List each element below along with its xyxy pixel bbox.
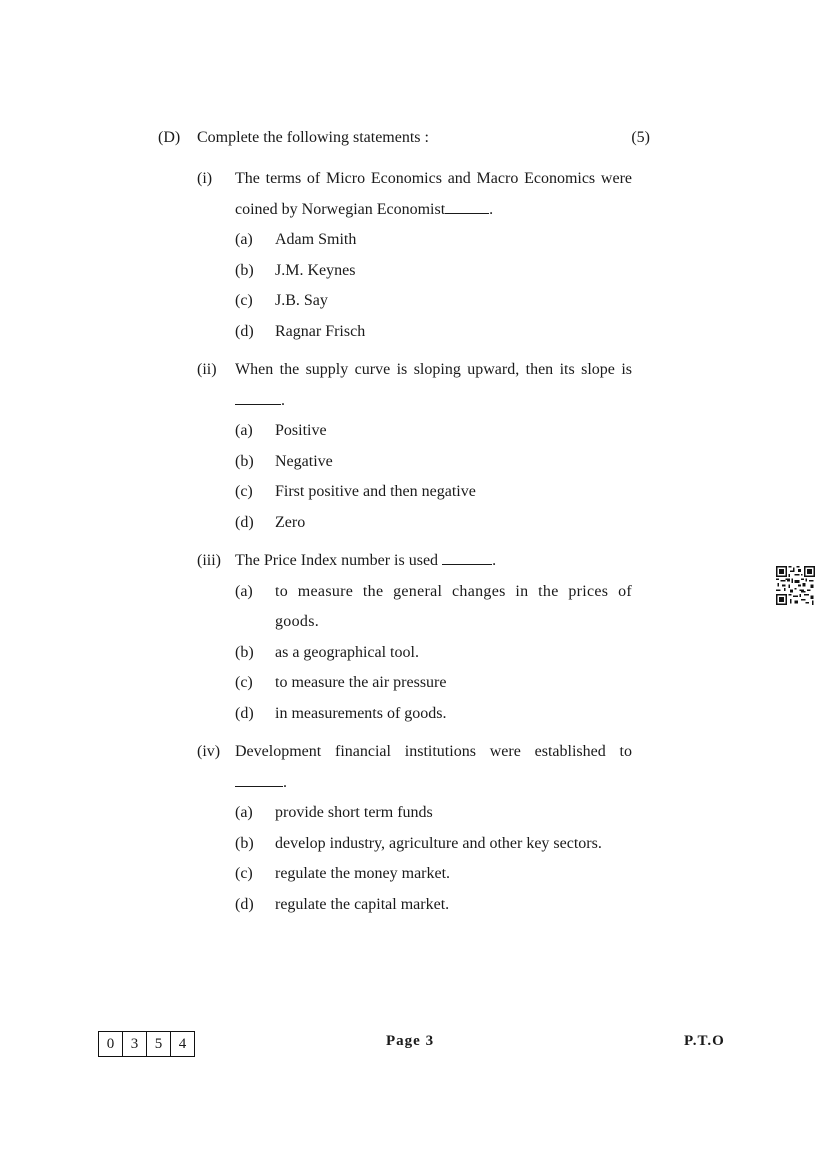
option-label: (b) <box>235 261 254 279</box>
option-text: provide short term funds <box>275 804 433 821</box>
question-number: (i) <box>197 170 213 187</box>
question-ii <box>197 355 632 538</box>
option-label: (d) <box>235 895 254 913</box>
option <box>197 286 632 317</box>
option <box>197 447 632 478</box>
option-label: (d) <box>235 513 254 531</box>
option <box>197 638 632 669</box>
option-text: First positive and then negative <box>275 483 476 500</box>
section-marks: (5) <box>631 129 650 146</box>
option <box>197 416 632 447</box>
option <box>197 798 632 829</box>
code-digit: 0 <box>99 1032 123 1056</box>
question-number: (iii) <box>197 552 221 569</box>
option-label: (c) <box>235 292 253 309</box>
option-text: Adam Smith <box>275 231 357 248</box>
option-text: Positive <box>275 422 327 439</box>
option <box>197 859 632 890</box>
question-text: When the supply curve is sloping upward, then its slope is . <box>235 361 632 409</box>
code-digit: 3 <box>123 1032 147 1056</box>
option-text: in measurements of goods. <box>275 704 447 722</box>
option-text: Negative <box>275 452 333 470</box>
option-text: develop industry, agriculture and other key sectors. <box>275 834 602 852</box>
option-text: to measure the air pressure <box>275 674 447 691</box>
answer-blank <box>235 390 281 405</box>
option-label: (c) <box>235 865 253 882</box>
option-text: to measure the general changes in the prices of goods. <box>275 582 632 630</box>
option-label: (b) <box>235 643 254 661</box>
answer-blank <box>442 550 492 565</box>
option-text: J.M. Keynes <box>275 261 356 279</box>
option <box>197 508 632 539</box>
option <box>197 477 632 508</box>
option <box>197 829 632 860</box>
question-text: The Price Index number is used . <box>235 552 497 569</box>
option-label: (a) <box>235 582 253 600</box>
option-text: Ragnar Frisch <box>275 322 366 340</box>
question-i <box>197 164 632 347</box>
page-number: Page 3 <box>386 1033 435 1049</box>
option-label: (b) <box>235 834 254 852</box>
option <box>197 668 632 699</box>
option-label: (a) <box>235 804 253 821</box>
question-iv <box>197 737 632 920</box>
option <box>197 256 632 287</box>
answer-blank <box>445 199 489 214</box>
option-text: regulate the capital market. <box>275 895 450 913</box>
option-label: (d) <box>235 322 254 340</box>
section-label: (D) <box>158 129 181 146</box>
question-number: (iv) <box>197 743 221 760</box>
option-label: (a) <box>235 422 253 439</box>
option-text: as a geographical tool. <box>275 643 419 661</box>
option <box>197 699 632 730</box>
pto-label: P.T.O <box>684 1033 725 1049</box>
question-text: The terms of Micro Economics and Macro Economics were coined by Norwegian Economist . <box>235 170 632 218</box>
question-text: Development financial institutions were established to . <box>235 743 632 791</box>
paper-code-box <box>98 1031 195 1057</box>
option-label: (c) <box>235 674 253 691</box>
option-text: regulate the money market. <box>275 865 451 882</box>
code-digit: 5 <box>147 1032 171 1056</box>
option <box>197 577 632 638</box>
option <box>197 317 632 348</box>
qr-code-icon <box>776 566 815 605</box>
option-label: (a) <box>235 231 253 248</box>
section-header <box>158 129 650 153</box>
question-iii <box>197 546 632 729</box>
option <box>197 225 632 256</box>
answer-blank <box>235 772 283 787</box>
option-label: (c) <box>235 483 253 500</box>
option-text: J.B. Say <box>275 292 328 309</box>
question-number: (ii) <box>197 361 217 378</box>
section-title: Complete the following statements : <box>197 129 429 146</box>
option-label: (b) <box>235 452 254 470</box>
code-digit: 4 <box>178 1036 187 1052</box>
option-label: (d) <box>235 704 254 722</box>
option-text: Zero <box>275 513 306 531</box>
option <box>197 890 632 921</box>
